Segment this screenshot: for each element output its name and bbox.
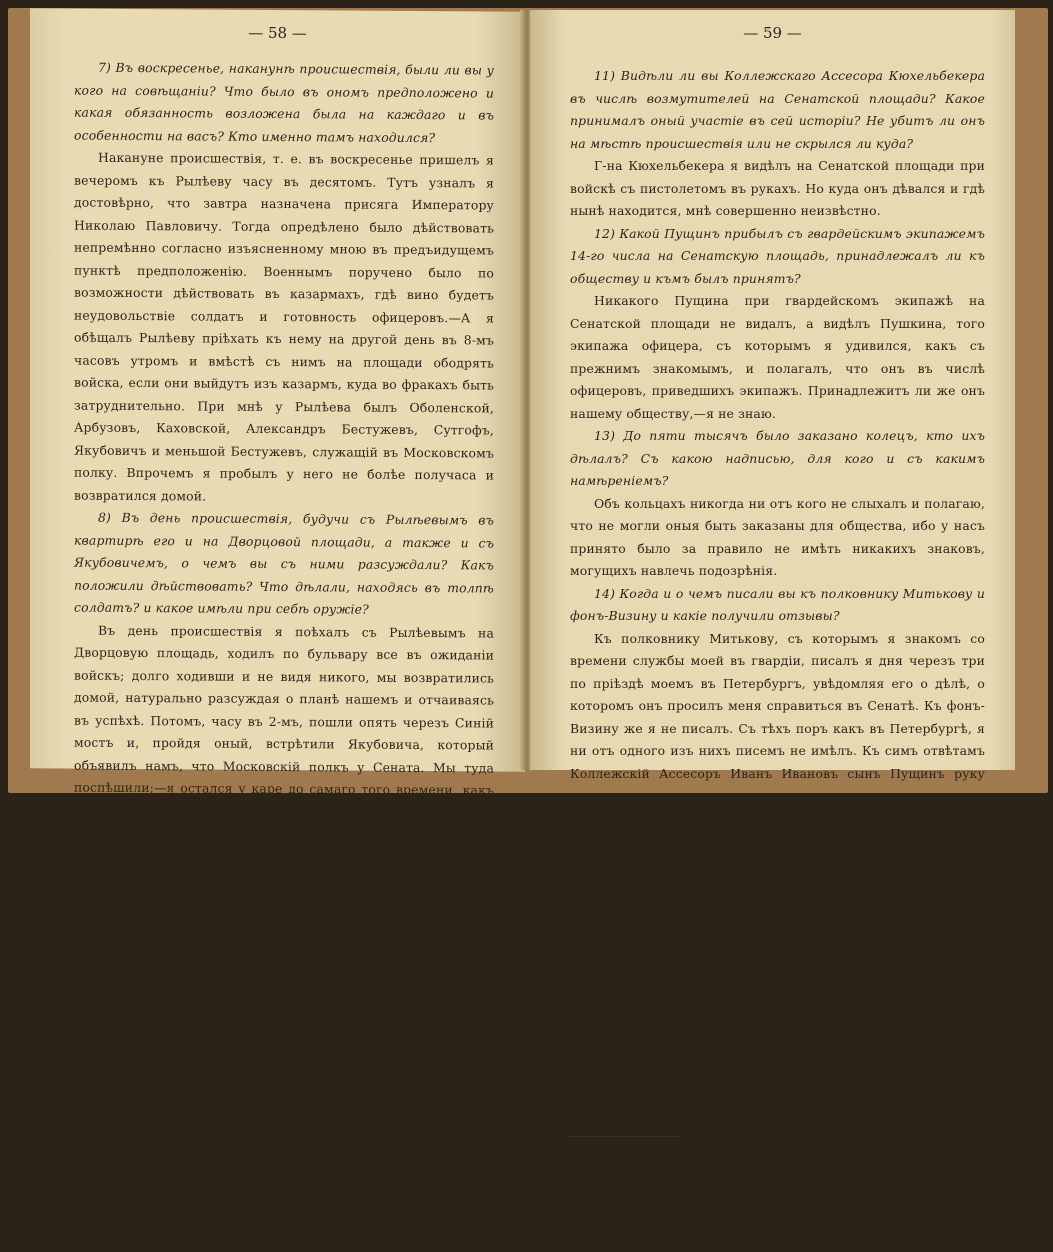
answer-13: Объ кольцахъ никогда ни отъ кого не слыхалъ и полагаю, что не могли оныя быть заказаны для общества, ибо у насъ принято было за правило не имѣть никакихъ знаковъ, могущихъ навлечь подозрѣнія. [570,495,985,578]
right-page [530,10,1015,1173]
question-7: 7) Въ воскресенье, наканунѣ происшествія, были ли вы у кого на совѣщаніи? Что было въ ономъ предположено и какая обязанность возложена была на каждаго и въ особенности на васъ? Кто именно тамъ находился? [74,59,494,145]
signature-2: Генералъ-Адъютантъ Чернышевъ. [736,1104,965,1120]
left-page [30,8,525,1246]
left-page-text [74,57,494,1252]
question-13: 13) До пяти тысячъ было заказано колецъ, кто ихъ дѣлалъ? Съ какою надписью, для кого и съ какимъ намѣреніемъ? [570,428,985,488]
page-number-right: — 59 — [743,24,802,42]
answer-11: Г-на Кюхельбекера я видѣлъ на Сенатской площади при войскѣ съ пистолетомъ въ рукахъ. Но куда онъ дѣвался и гдѣ нынѣ находится, мнѣ совершенно неизвѣстно. [570,158,985,218]
question-11: 11) Видѣли ли вы Коллежскаго Ассесора Кюхельбекера въ числѣ возмутителей на Сенатской площади? Какое принималъ оный участіе въ сей исторіи? Не убитъ ли онъ на мѣстѣ происшествія или не скрылся ли куда? [570,68,985,151]
right-page-text [570,65,985,1175]
question-10: 10) Между стоявшими въ рядахъ возмутителей кто были два генерала: одинъ военный, а другой статскій? Первый изъ нихъ былъ съ черным султаномъ и желтымъ портфелемъ и раздавалъ деньги солдатамъ. [74,1094,494,1180]
answer-10: Между народа я видѣлъ только одно замѣтное лицо, которое нынѣ оказалось Г-нъ Горской. Военнаго генерала никакого не видалъ. [74,1184,494,1246]
question-14: 14) Когда и о чемъ писали вы къ полковнику Митькову и фонъ-Визину и какіе получили отзывы? [570,585,985,623]
answer-8: Въ день происшествія я поѣхалъ съ Рылѣевымъ на Дворцовую площадь, ходилъ по бульвару все въ ожиданіи войскъ; долго ходивши и не видя никого, мы возвратились домой, натурально разсуждая о планѣ нашемъ и отчаиваясь въ успѣхѣ. Потомъ, часу въ 2-мъ, пошли опять черезъ Синій мостъ и, пройдя оный, встрѣтили Якубовича, который объявилъ намъ, что Московскій полкъ у Сената. Мы туда поспѣшили;—я остался у каре до самаго того времени, какъ все войско отъ картечныхъ выстрѣловъ разбѣжалось. Занимался тѣмъ, что ходилъ по фасамъ и разговаривалъ съ солдатами въ ожиданіи другихъ полковъ. Оружія при мнѣ никакого не было. Куда Рылѣевъ отъ меня ушелъ,—я не знаю. [74,622,494,888]
spacer [570,834,985,850]
question-12: 12) Какой Пущинъ прибылъ съ гвардейскимъ экипажемъ 14-го числа на Сенатскую площадь, принадлежалъ ли къ обществу и къмъ былъ принятъ? [570,225,985,286]
answer-14: Къ полковнику Митькову, съ которымъ я знакомъ со времени службы моей въ гвардіи, писалъ я дня черезъ три по пріѣздѣ моемъ въ Петербургъ, увѣдомляя его о дѣлѣ, о которомъ онъ просилъ меня справиться въ Сенатѣ. Къ фонъ-Визину же я не писалъ. Съ тѣхъ поръ какъ въ Петербургѣ, я ни отъ одного изъ нихъ писемъ не имѣлъ. Къ симъ отвѣтамъ Коллежскій Ассесоръ Иванъ Ивановъ сынъ Пущинъ руку приложилъ. [570,630,985,803]
signature-1: Генералъ-Адъютантъ Чернышевъ. [736,814,965,830]
footnote-rule [570,1136,680,1137]
page-number-left: — 58 — [248,23,307,43]
question-9: 9) Вамъ должно быть извѣстно, кто ранилъ графа Милорадовича, объясните сіе? [74,892,494,932]
question-8: 8) Въ день происшествія, будучи съ Рылѣевымъ въ квартирѣ его и на Дворцовой площади, а также и съ Якубовичемъ, о чемъ вы съ ними разсуждали? Какъ положили дѣйствовать? Что дѣлали, находясь въ толпѣ солдатъ? и какое имѣли при себѣ оружіе? [74,509,494,617]
answer-12: Никакого Пущина при гвардейскомъ экипажѣ на Сенатской площади не видалъ, а видѣлъ Пушкина, тогo экипажа офицера, съ которымъ я удивился, какъ съ прежнимъ знакомымъ, и полагалъ, что онъ въ числѣ офицеровъ, приведшихъ экипажъ. Принадлежитъ ли же онъ нашему обществу,—я не знаю. [570,293,985,421]
committee-decision: 11 января 1826 года Высочайше учрежденный Тайный Комитетъ положилъ: истребовать чрезъ сіе отъ Г. Коллежскаго Ассесора Пущина дополнительное показаніе о нижеслѣдующемъ: [570,853,985,936]
committee-demand: Комитетъ имѣетъ на васъ опредѣлительное показаніе, что вы въ Москвѣ завели Думу и Управу Тайнаго Общества, а въ предъидущихъ отвѣтахъ вашихъ вы въ томъ не сознались. Комитетъ требуетъ, чтобы вы теперь со всевозможною откровенностью и подробно объяснили: когда вы завели сказанныя: думу и управу въ Москвѣ? и кто именно были членами и той и другой? ¹) [570,943,985,1093]
answer-7: Накануне происшествія, т. е. въ воскресенье пришелъ я вечеромъ къ Рылѣеву часу въ десятомъ. Тутъ узналъ я достовѣрно, что завтра назначена присяга Императору Николаю Павловичу. Тогда опредѣлено было дѣйствовать непремѣнно согласно изъясненному мною въ предъидущемъ пунктѣ предположенію. Военнымъ поручено было по возможности дѣйствовать въ казармахъ, гдѣ вино будетъ неудовольствіе солдатъ и готовность офицеровъ.—А я обѣщалъ Рылѣеву пріѣхать къ нему на другой день въ 8-мъ часовъ утромъ и вмѣстѣ съ нимъ на площади ободрять войска, если они выйдутъ изъ казармъ, куда во фракахъ быть затруднительно. При мнѣ у Рылѣева былъ Оболенской, Арбузовъ, Каховской, Александръ Бестужевъ, Сутгофъ, Якубовичъ и меньшой Бестужевъ, служащій въ Московскомъ полку. Впрочемъ я пробылъ у него не болѣе получаса и возвратился домой. [74,149,494,504]
answer-9: Мнѣ совершенно неизвѣстно, кто ранилъ графа Милорадовича; потому что, когда онъ подъѣхалъ къ правому фасу каре и началъ уговаривать солдатъ, то я пошелъ впередъ наблюдать за войсками, стоявшими противъ насъ у Адмиралтейства и, возвращаясь назадъ, видѣлъ, что онъ скачетъ отъ фронта безъ шляпы,—окруженный толпою народа. При семъ отъ шума я никакого выстрѣла не слыхалъ. [74,937,494,1090]
footnote: ¹) На подлинной бумагѣ сбоку сдѣлана помѣта: «спросить подробно о союзѣ». [570,1144,985,1173]
